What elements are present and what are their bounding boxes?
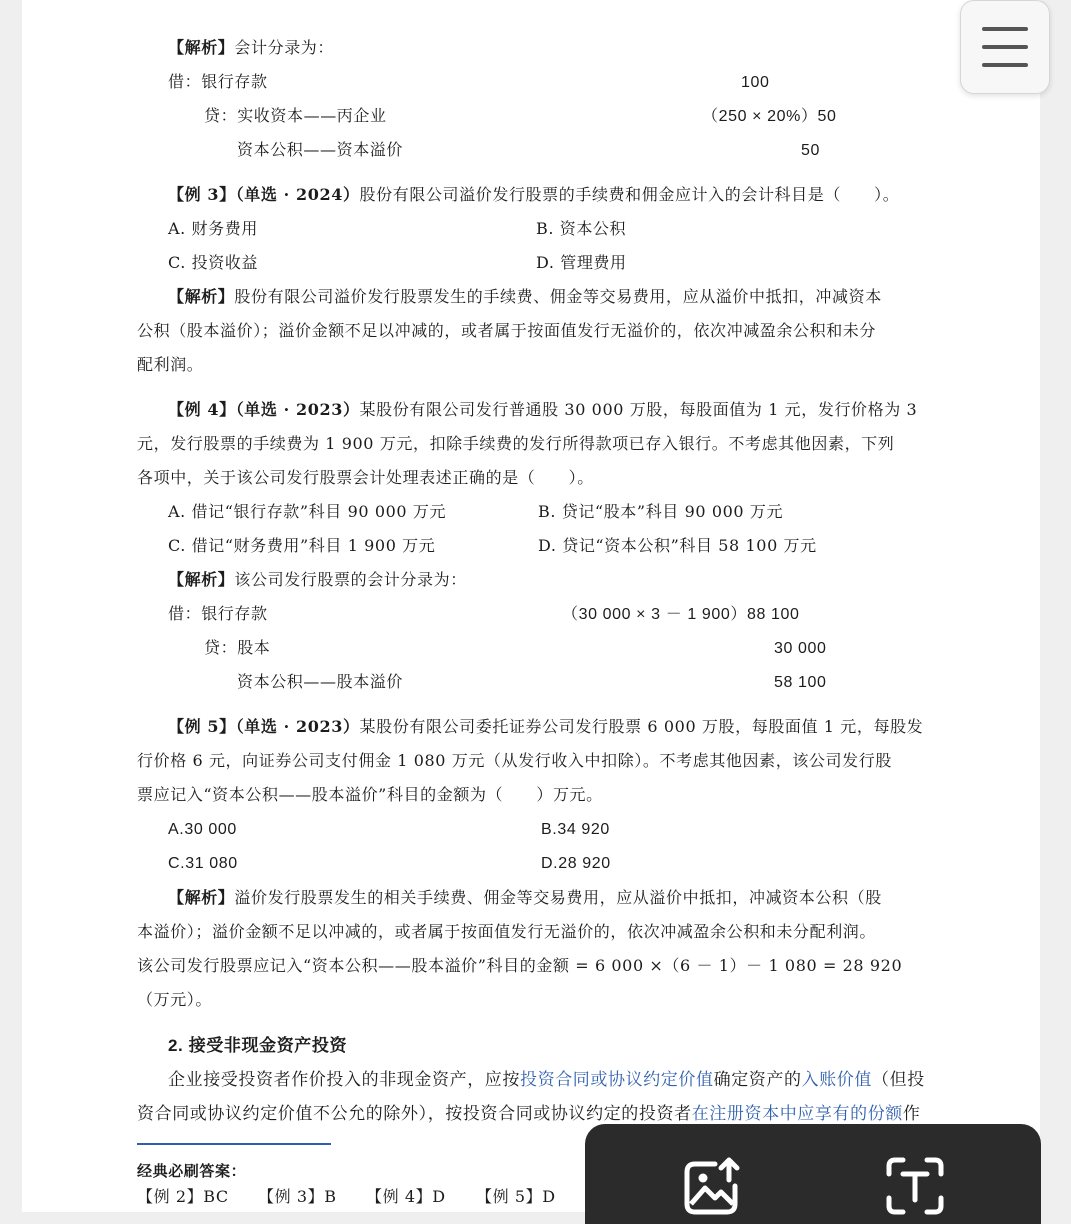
example3-analysis-line1: 【解析】股份有限公司溢价发行股票发生的手续费、佣金等交易费用，应从溢价中抵扣，冲减资本 (168, 287, 882, 306)
example4-analysis: 【解析】该公司发行股票的会计分录为： (168, 570, 467, 589)
example5-question-line1: 【例 5】（单选 · 2023）某股份有限公司委托证券公司发行股票 6 000 万股，每股面值 1 元，每股发 (168, 717, 924, 736)
credit2-amount: 50 (801, 142, 820, 159)
example4-question-line3: 各项中，关于该公司发行股票会计处理表述正确的是（ ）。 (137, 468, 594, 487)
section2-paragraph-line2: 资合同或协议约定价值不公允的除外），按投资合同或协议约定的投资者在注册资本中应享有的份额作 (137, 1104, 921, 1124)
answer-example3: 【例 3】B (258, 1187, 337, 1206)
hamburger-menu-icon-bar (982, 45, 1028, 49)
example5-option-c: C.31 080 (168, 855, 238, 872)
example4-option-d: D. 贷记“资本公积”科目 58 100 万元 (538, 536, 817, 555)
link-contract-value[interactable]: 投资合同或协议约定价值 (520, 1070, 714, 1090)
section-heading: 2. 接受非现金资产投资 (168, 1036, 348, 1055)
analysis-line: 【解析】会计分录为： (168, 38, 335, 57)
example4-option-b: B. 贷记“股本”科目 90 000 万元 (538, 502, 784, 521)
example3-option-d: D. 管理费用 (536, 253, 627, 272)
credit2-line: 资本公积——资本溢价 (237, 140, 404, 159)
example4-debit-amount: （30 000 × 3 － 1 900）88 100 (562, 606, 800, 623)
example4-credit-amount: 30 000 (774, 640, 827, 657)
example3-analysis-line3: 配利润。 (137, 355, 204, 374)
example3-option-b: B. 资本公积 (536, 219, 627, 238)
credit-line: 贷：实收资本——丙企业 (204, 106, 387, 125)
example5-analysis-line2: 本溢价）；溢价金额不足以冲减的，或者属于按面值发行无溢价的，依次冲减盈余公积和未分配利润。 (137, 922, 877, 941)
credit-amount: （250 × 20%）50 (702, 108, 837, 125)
hamburger-menu-icon (982, 27, 1028, 31)
link-registered-capital-share[interactable]: 在注册资本中应享有的份额 (691, 1104, 903, 1124)
menu-button[interactable] (960, 0, 1050, 94)
bottom-toolbar (585, 1124, 1041, 1224)
example4-question-line1: 【例 4】（单选 · 2023）某股份有限公司发行普通股 30 000 万股，每股面值为 1 元，发行价格为 3 (168, 400, 918, 419)
example4-credit-line: 贷：股本 (204, 638, 271, 657)
image-edit-icon (681, 1154, 745, 1218)
debit-line: 借：银行存款 (168, 72, 268, 91)
image-edit-button[interactable] (681, 1154, 745, 1218)
example4-credit2-line: 资本公积——股本溢价 (237, 672, 404, 691)
example5-question-line2: 行价格 6 元，向证券公司支付佣金 1 080 万元（从发行收入中扣除）。不考虑其他因素，该公司发行股 (137, 751, 892, 770)
example4-option-c: C. 借记“财务费用”科目 1 900 万元 (168, 536, 436, 555)
answers-title: 经典必刷答案： (137, 1162, 247, 1180)
link-book-value[interactable]: 入账价值 (801, 1070, 873, 1090)
footnote-divider (137, 1143, 331, 1145)
answer-example4: 【例 4】D (366, 1187, 446, 1206)
example3-question: 【例 3】（单选 · 2024）股份有限公司溢价发行股票的手续费和佣金应计入的会计科目是（ ）。 (168, 185, 900, 204)
example5-option-b: B.34 920 (541, 821, 610, 838)
answer-example5: 【例 5】D (476, 1187, 556, 1206)
example5-question-line3: 票应记入“资本公积——股本溢价”科目的金额为（ ）万元。 (137, 785, 603, 804)
text-recognition-icon (883, 1154, 947, 1218)
example3-analysis-line2: 公积（股本溢价）；溢价金额不足以冲减的，或者属于按面值发行无溢价的，依次冲减盈余公积和未分 (137, 321, 877, 340)
section2-paragraph-line1: 企业接受投资者作价投入的非现金资产，应按投资合同或协议约定价值确定资产的入账价值（但投 (168, 1070, 925, 1090)
example4-credit2-amount: 58 100 (774, 674, 827, 691)
example4-option-a: A. 借记“银行存款”科目 90 000 万元 (168, 502, 447, 521)
example5-option-a: A.30 000 (168, 821, 237, 838)
example3-option-a: A. 财务费用 (168, 219, 258, 238)
debit-amount: 100 (741, 74, 770, 91)
example4-debit-line: 借：银行存款 (168, 604, 268, 623)
example4-question-line2: 元，发行股票的手续费为 1 900 万元，扣除手续费的发行所得款项已存入银行。不考虑其他因素，下列 (137, 434, 895, 453)
example5-option-d: D.28 920 (541, 855, 611, 872)
example3-option-c: C. 投资收益 (168, 253, 259, 272)
example5-analysis-line4: （万元）。 (137, 990, 213, 1009)
answer-example2: 【例 2】BC (137, 1187, 229, 1206)
example5-analysis-line3: 该公司发行股票应记入“资本公积——股本溢价”科目的金额 = 6 000 ×（6 － 1）－ 1 080 = 28 920 (137, 956, 903, 975)
text-recognition-button[interactable] (883, 1154, 947, 1218)
hamburger-menu-icon-bar (982, 63, 1028, 67)
example5-analysis-line1: 【解析】溢价发行股票发生的相关手续费、佣金等交易费用，应从溢价中抵扣，冲减资本公积（股 (168, 888, 882, 907)
